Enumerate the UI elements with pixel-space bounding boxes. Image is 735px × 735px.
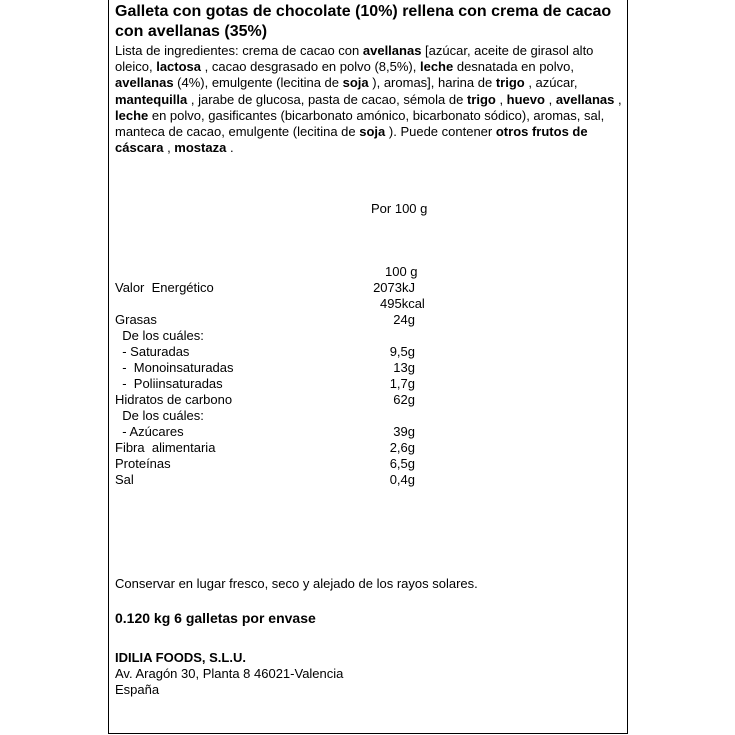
allergen-text: avellanas — [555, 91, 615, 107]
allergen-text: soja — [342, 75, 369, 91]
ingredient-text: , cacao desgrasado en polvo (8,5%), — [201, 59, 420, 75]
per-100g-header: Por 100 g — [371, 201, 428, 216]
company-address: Av. Aragón 30, Planta 8 46021-Valencia — [115, 666, 344, 681]
nutrient-name: - Saturadas — [115, 344, 190, 359]
company-name: IDILIA FOODS, S.L.U. — [115, 650, 246, 665]
ingredient-text: [azúcar, aceite de girasol alto oleico, — [115, 43, 594, 75]
ingredient-text: , — [614, 91, 622, 107]
ingredient-text: , azúcar, — [524, 75, 578, 91]
nutrient-row — [115, 456, 415, 472]
nutrient-name: Proteínas — [115, 456, 171, 471]
nutrient-name: Hidratos de carbono — [115, 392, 233, 407]
nutrient-name: - Monoinsaturadas — [115, 360, 234, 375]
nutrient-name: De los cuáles: — [115, 408, 204, 423]
nutrient-row — [115, 344, 415, 360]
company-country: España — [115, 682, 160, 697]
ingredient-text: . — [226, 140, 234, 156]
allergen-text: leche — [419, 59, 454, 75]
nutrition-label — [108, 0, 628, 734]
net-content: 0.120 kg 6 galletas por envase — [115, 610, 316, 626]
allergen-text: avellanas — [362, 43, 422, 58]
nutrient-value: 24g — [393, 312, 415, 327]
nutrient-row — [115, 424, 415, 440]
nutrient-name: Sal — [115, 472, 134, 487]
allergen-text: trigo — [466, 91, 496, 107]
allergen-text: huevo — [506, 91, 545, 107]
allergen-text: lactosa — [156, 59, 202, 75]
nutrient-name: - Azúcares — [115, 424, 184, 439]
ingredient-text: , — [163, 140, 175, 156]
nutrient-value: 13g — [393, 360, 415, 375]
nutrient-row — [115, 360, 415, 376]
storage-instructions: Conservar en lugar fresco, seco y alejado de los rayos solares. — [115, 576, 478, 591]
ingredient-text: , — [544, 91, 556, 107]
nutrient-name: Grasas — [115, 312, 157, 327]
allergen-text: leche — [115, 107, 149, 123]
nutrient-value: 9,5g — [389, 344, 415, 359]
nutrient-value-kj: 2073kJ — [373, 280, 415, 295]
ingredient-text: , jarabe de glucosa, pasta de cacao, sémola de — [187, 91, 467, 107]
nutrient-row — [115, 392, 415, 408]
allergen-text: mantequilla — [115, 91, 188, 107]
ingredient-text: , — [495, 91, 507, 107]
product-title: Galleta con gotas de chocolate (10%) rellena con crema de cacao con avellanas (35%) — [115, 3, 612, 40]
company-info — [115, 650, 343, 698]
nutrient-value: 39g — [393, 424, 415, 439]
allergen-text: mostaza — [174, 140, 227, 156]
allergen-text: otros frutos de cáscara — [115, 124, 588, 156]
nutrient-row — [115, 312, 415, 328]
allergen-text: soja — [359, 124, 386, 140]
nutrient-value: 62g — [393, 392, 415, 407]
ingredient-text: ), aromas], harina de — [368, 75, 496, 91]
per-100g-subheader: 100 g — [385, 264, 418, 279]
nutrient-value: 0,4g — [389, 472, 415, 487]
ingredient-text: desnatada en polvo, — [453, 59, 574, 75]
nutrient-row — [115, 328, 415, 344]
allergen-text: avellanas — [115, 75, 174, 91]
nutrient-row — [115, 440, 415, 456]
nutrient-value-kcal: 495kcal — [380, 296, 425, 311]
ingredient-text: ). Puede contener — [385, 124, 496, 140]
nutrient-name: Valor Energético — [115, 280, 214, 295]
ingredients-list — [115, 43, 623, 156]
nutrient-row — [115, 376, 415, 392]
ingredient-text: Lista de ingredientes: crema de cacao con — [115, 43, 363, 58]
nutrient-value: 2,6g — [389, 440, 415, 455]
allergen-text: trigo — [495, 75, 525, 91]
nutrient-row-energy — [115, 280, 415, 296]
nutrient-value: 1,7g — [389, 376, 415, 391]
ingredient-text: en polvo, gasificantes (bicarbonato amónico, bicarbonato sódico), aromas, sal, manteca de cacao, emulgente (lecitina de — [115, 107, 605, 140]
nutrient-name: Fibra alimentaria — [115, 440, 216, 455]
nutrient-row — [115, 472, 415, 488]
nutrient-name: De los cuáles: — [115, 328, 204, 343]
nutrient-name: - Poliinsaturadas — [115, 376, 223, 391]
nutrient-value: 6,5g — [389, 456, 415, 471]
ingredient-text: (4%), emulgente (lecitina de — [173, 75, 343, 91]
nutrient-row — [115, 408, 415, 424]
